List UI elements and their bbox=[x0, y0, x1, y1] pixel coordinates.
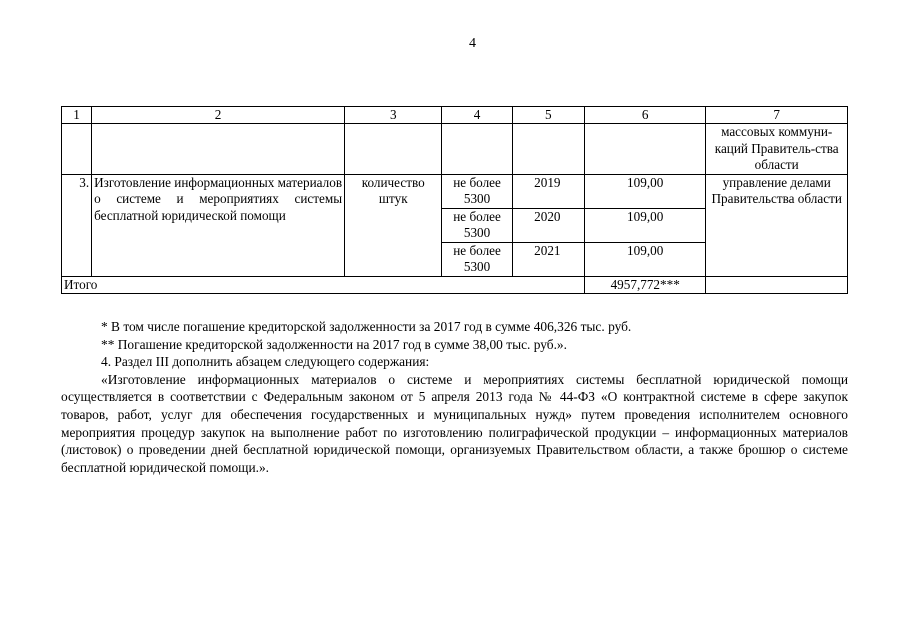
total-label: Итого bbox=[62, 276, 585, 293]
year-cell: 2021 bbox=[512, 242, 584, 276]
header-cell: 7 bbox=[706, 107, 848, 124]
header-cell: 3 bbox=[345, 107, 442, 124]
amount-cell: 109,00 bbox=[584, 174, 705, 208]
total-value: 4957,772*** bbox=[584, 276, 705, 293]
total-row bbox=[62, 276, 848, 293]
footnote-1: * В том числе погашение кредиторской задолженности за 2017 год в сумме 406,326 тыс. руб. bbox=[101, 319, 632, 334]
row-number: 3. bbox=[62, 174, 92, 276]
target-value: не более 5300 bbox=[442, 174, 512, 208]
year-cell: 2019 bbox=[512, 174, 584, 208]
target-value: не более 5300 bbox=[442, 208, 512, 242]
executor-continuation: массовых коммуни-каций Правитель-ства области bbox=[706, 124, 848, 175]
header-cell: 4 bbox=[442, 107, 512, 124]
footnote-2: ** Погашение кредиторской задолженности на 2017 год в сумме 38,00 тыс. руб.». bbox=[101, 336, 567, 352]
header-cell: 6 bbox=[584, 107, 705, 124]
target-value: не более 5300 bbox=[442, 242, 512, 276]
header-cell: 2 bbox=[92, 107, 345, 124]
executor-cell: управление делами Правительства области bbox=[706, 174, 848, 276]
unit-cell: количество штук bbox=[345, 174, 442, 276]
amendment-item-4: 4. Раздел III дополнить абзацем следующего содержания: bbox=[101, 354, 430, 370]
amount-cell: 109,00 bbox=[584, 208, 705, 242]
page-number: 4 bbox=[469, 36, 476, 51]
header-cell: 1 bbox=[62, 107, 92, 124]
year-cell: 2020 bbox=[512, 208, 584, 242]
program-table bbox=[61, 106, 848, 294]
table-row bbox=[62, 174, 848, 208]
footnotes-block bbox=[61, 318, 848, 476]
amendment-paragraph: «Изготовление информационных материалов о системе и мероприятиях системы бесплатной юридической помощи осуществляется в соответствии с Федеральным законом от 5 апреля 2013 года № 44-ФЗ «О контрактной системе в сфере закупок товаров, работ, услуг для обеспечения государственных и муниципальных нужд» путем проведения исполнителем основного мероприятия процедур закупок на выполнение работ по изготовлению полиграфической продукции – информационных материалов (листовок) о проведении дней бесплатной юридической помощи, организуемых Правительством области, а также брошюр о системе бесплатной юридической помощи.». bbox=[61, 371, 848, 475]
continuation-row bbox=[62, 124, 848, 175]
header-cell: 5 bbox=[512, 107, 584, 124]
amount-cell: 109,00 bbox=[584, 242, 705, 276]
measure-name: Изготовление информационных материалов о системе и мероприятиях системы бесплатной юридической помощи bbox=[92, 174, 345, 276]
table-header-row bbox=[62, 107, 848, 124]
